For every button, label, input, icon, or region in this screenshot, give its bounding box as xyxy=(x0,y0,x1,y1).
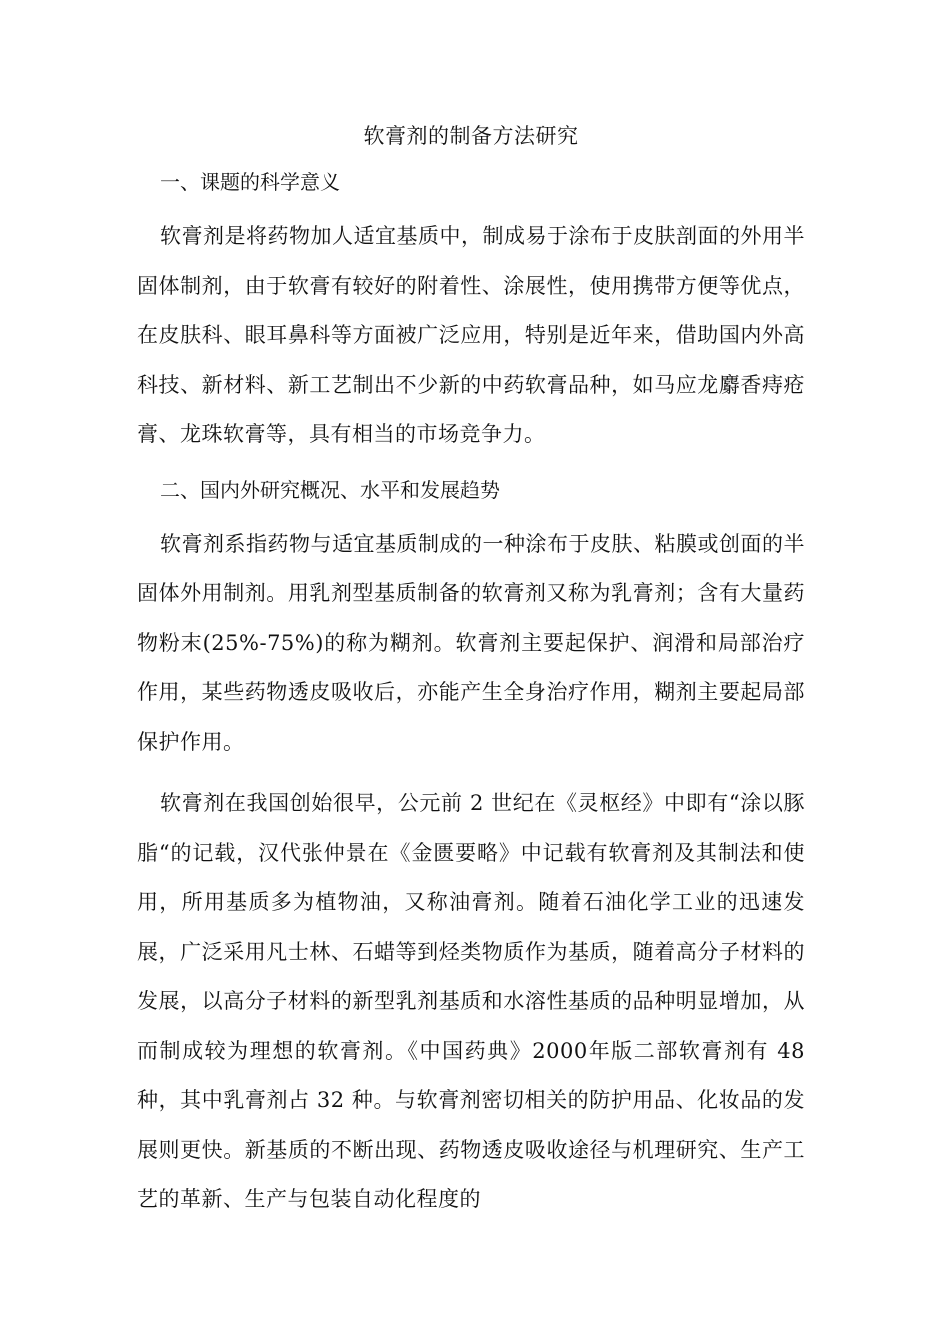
section-2 xyxy=(137,472,805,1225)
section-heading-1: 一、课题的科学意义 xyxy=(160,170,340,194)
section-2-paragraph-1: 软膏剂系指药物与适宜基质制成的一种涂布于皮肤、粘膜或创面的半固体外用制剂。用乳剂型基质制备的软膏剂又称为乳膏剂；含有大量药物粉末(25%-75%)的称为糊剂。软膏剂主要起保护、润滑和局部治疗作用，某些药物透皮吸收后，亦能产生全身治疗作用，糊剂主要起局部保护作用。 xyxy=(137,531,805,754)
document-body xyxy=(137,118,805,1225)
section-1 xyxy=(137,164,805,460)
document-title: 软膏剂的制备方法研究 xyxy=(363,124,579,148)
section-1-paragraph-1: 软膏剂是将药物加人适宜基质中，制成易于涂布于皮肤剖面的外用半固体制剂，由于软膏有较好的附着性、涂展性，使用携带方便等优点，在皮肤科、眼耳鼻科等方面被广泛应用，特别是近年来，借助国内外高科技、新材料、新工艺制出不少新的中药软膏品种，如马应龙麝香痔疮膏、龙珠软膏等，具有相当的市场竞争力。 xyxy=(137,224,805,446)
section-heading-2: 二、国内外研究概况、水平和发展趋势 xyxy=(160,477,500,502)
section-2-paragraph-2: 软膏剂在我国创始很早，公元前 2 世纪在《灵枢经》中即有“涂以豚脂“的记载，汉代张仲景在《金匮要略》中记载有软膏剂及其制法和使用，所用基质多为植物油，又称油膏剂。随着石油化学工业的迅速发展，广泛采用凡士林、石蜡等到烃类物质作为基质，随着高分子材料的发展，以高分子材料的新型乳剂基质和水溶性基质的品种明显增加，从而制成较为理想的软膏剂。《中国药典》2000年版二部软膏剂有 48 种，其中乳膏剂占 32 种。与软膏剂密切相关的防护用品、化妆品的发展则更快。新基质的不断出现、药物透皮吸收途径与机理研究、生产工艺的革新、生产与包装自动化程度的 xyxy=(137,791,805,1211)
